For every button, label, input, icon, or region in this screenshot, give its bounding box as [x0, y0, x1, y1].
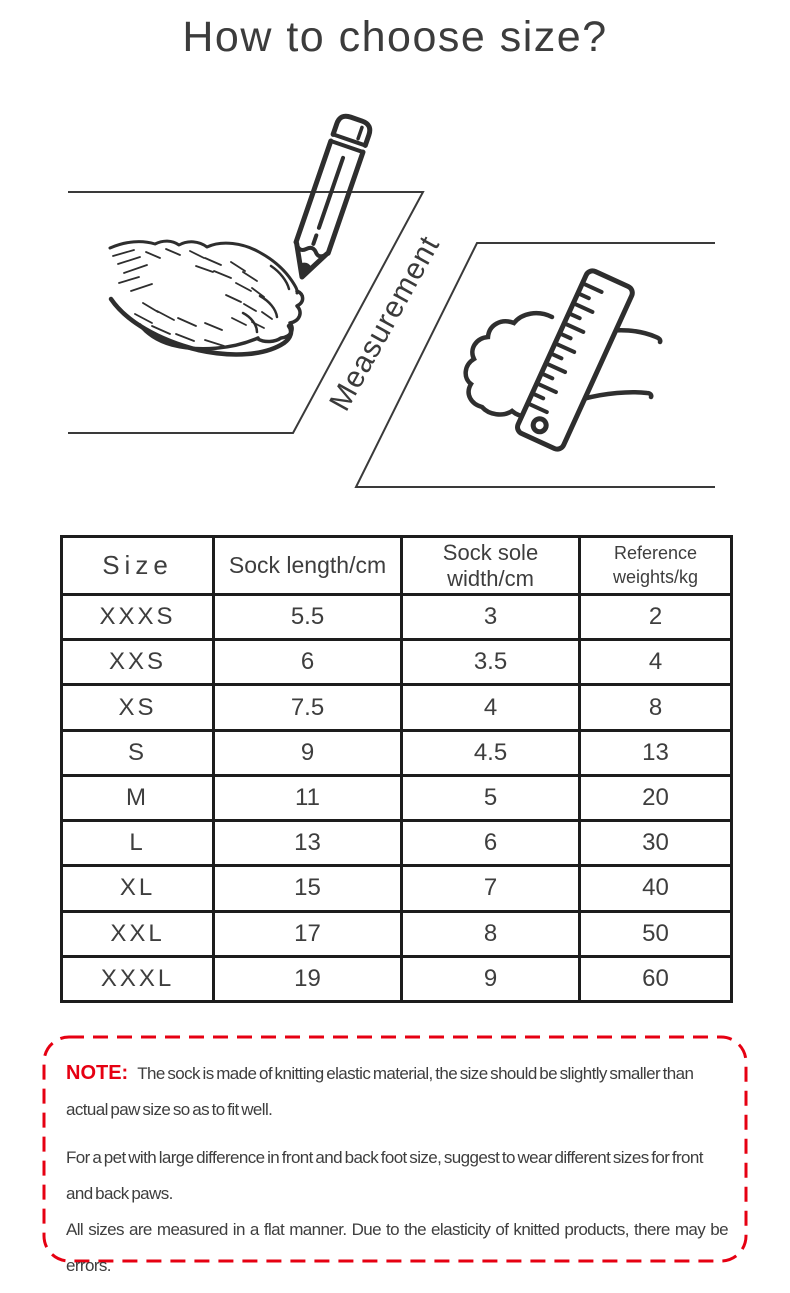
- table-row: [62, 685, 732, 730]
- weight-cell: 4: [580, 640, 732, 685]
- sock-length-cell: 15: [214, 866, 402, 911]
- table-row: [62, 821, 732, 866]
- note-text-1: The sock is made of knitting elastic material, the size should be slightly smaller than actual paw size so as to fit well.: [66, 1064, 694, 1119]
- table-row: [62, 640, 732, 685]
- table-row: [62, 730, 732, 775]
- sole-width-cell: 7: [402, 866, 580, 911]
- weight-cell: 40: [580, 866, 732, 911]
- sock-length-cell: 9: [214, 730, 402, 775]
- sole-width-cell: 4.5: [402, 730, 580, 775]
- size-cell: M: [62, 775, 214, 820]
- table-row: [62, 866, 732, 911]
- note-label: NOTE:: [66, 1062, 129, 1084]
- note-paragraph-1: [66, 1055, 728, 1128]
- weight-cell: 20: [580, 775, 732, 820]
- sock-length-cell: 6: [214, 640, 402, 685]
- size-cell: XXXL: [62, 956, 214, 1001]
- header-sock-length: Sock length/cm: [214, 537, 402, 595]
- weight-cell: 13: [580, 730, 732, 775]
- table-row: [62, 775, 732, 820]
- weight-cell: 2: [580, 595, 732, 640]
- sock-length-cell: 17: [214, 911, 402, 956]
- header-sock-sole-width: Sock sole width/cm: [402, 537, 580, 595]
- header-reference-weights: Reference weights/kg: [580, 537, 732, 595]
- table-header-row: [62, 537, 732, 595]
- table-row: [62, 956, 732, 1001]
- sole-width-cell: 9: [402, 956, 580, 1001]
- table-row: [62, 595, 732, 640]
- sole-width-cell: 4: [402, 685, 580, 730]
- sock-length-cell: 5.5: [214, 595, 402, 640]
- size-table: [60, 535, 733, 1003]
- size-cell: XS: [62, 685, 214, 730]
- sole-width-cell: 5: [402, 775, 580, 820]
- size-cell: L: [62, 821, 214, 866]
- ruler-icon: [515, 269, 634, 452]
- size-cell: XXL: [62, 911, 214, 956]
- note-paragraph-2: For a pet with large difference in front and back foot size, suggest to wear different sizes for front and back paws.: [66, 1148, 703, 1203]
- size-cell: XXS: [62, 640, 214, 685]
- weight-cell: 60: [580, 956, 732, 1001]
- note-paragraph-3: All sizes are measured in a flat manner. Due to the elasticity of knitted products, there may be errors.: [66, 1220, 728, 1275]
- size-cell: XL: [62, 866, 214, 911]
- measurement-label: Measurement: [323, 230, 447, 417]
- measurement-illustration: [0, 0, 790, 530]
- header-size: Size: [62, 537, 214, 595]
- sock-length-cell: 7.5: [214, 685, 402, 730]
- sole-width-cell: 3: [402, 595, 580, 640]
- size-cell: XXXS: [62, 595, 214, 640]
- sock-length-cell: 13: [214, 821, 402, 866]
- note-box: [42, 1035, 748, 1275]
- sock-length-cell: 19: [214, 956, 402, 1001]
- sole-width-cell: 3.5: [402, 640, 580, 685]
- weight-cell: 30: [580, 821, 732, 866]
- sole-width-cell: 8: [402, 911, 580, 956]
- pencil-icon: [286, 114, 373, 283]
- sole-width-cell: 6: [402, 821, 580, 866]
- page-title: How to choose size?: [182, 13, 608, 61]
- table-row: [62, 911, 732, 956]
- size-cell: S: [62, 730, 214, 775]
- paw-sketch: [110, 241, 303, 354]
- weight-cell: 8: [580, 685, 732, 730]
- weight-cell: 50: [580, 911, 732, 956]
- sock-length-cell: 11: [214, 775, 402, 820]
